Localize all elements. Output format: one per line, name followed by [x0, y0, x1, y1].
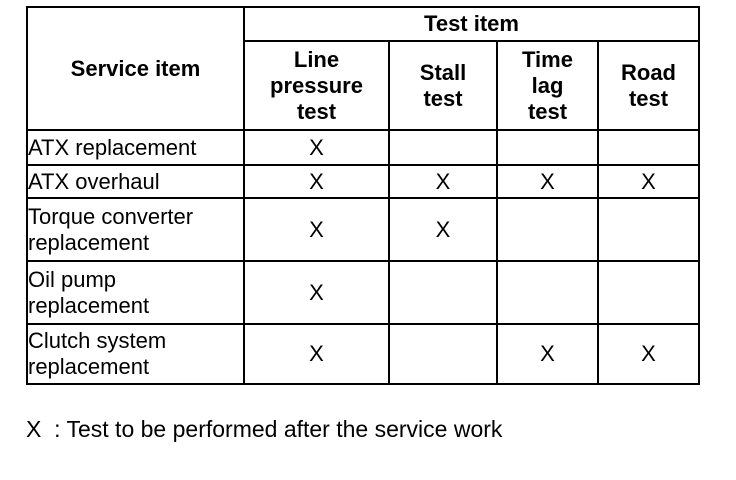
table-row [27, 165, 699, 198]
test-mark-cell: X [244, 324, 389, 384]
table-row [27, 130, 699, 165]
service-item-header: Service item [27, 7, 244, 130]
service-item-cell: Oil pump replacement [27, 261, 244, 324]
test-mark-cell: X [389, 198, 497, 261]
column-header-time-lag-test: Time lag test [497, 41, 598, 130]
legend-text: : Test to be performed after the service work [54, 416, 503, 442]
table-row [27, 198, 699, 261]
test-mark-cell [389, 261, 497, 324]
table-row [27, 261, 699, 324]
test-mark-cell: X [598, 165, 699, 198]
table-row [27, 324, 699, 384]
test-item-header: Test item [244, 7, 699, 41]
test-mark-cell [389, 324, 497, 384]
column-header-line-pressure-test: Line pressure test [244, 41, 389, 130]
test-mark-cell [598, 261, 699, 324]
legend-note [26, 416, 502, 443]
service-item-cell: Clutch system replacement [27, 324, 244, 384]
service-item-cell: ATX overhaul [27, 165, 244, 198]
legend-symbol: X [26, 416, 42, 442]
service-item-cell: ATX replacement [27, 130, 244, 165]
test-mark-cell: X [244, 165, 389, 198]
column-header-road-test: Road test [598, 41, 699, 130]
test-mark-cell: X [598, 324, 699, 384]
test-mark-cell [497, 198, 598, 261]
test-mark-cell: X [244, 261, 389, 324]
test-mark-cell [497, 130, 598, 165]
test-mark-cell [598, 130, 699, 165]
test-mark-cell: X [389, 165, 497, 198]
test-mark-cell: X [497, 324, 598, 384]
test-mark-cell: X [244, 198, 389, 261]
column-header-stall-test: Stall test [389, 41, 497, 130]
test-mark-cell [497, 261, 598, 324]
test-mark-cell: X [497, 165, 598, 198]
service-test-table [26, 6, 700, 385]
test-mark-cell: X [244, 130, 389, 165]
service-item-cell: Torque converter replacement [27, 198, 244, 261]
test-mark-cell [598, 198, 699, 261]
test-mark-cell [389, 130, 497, 165]
